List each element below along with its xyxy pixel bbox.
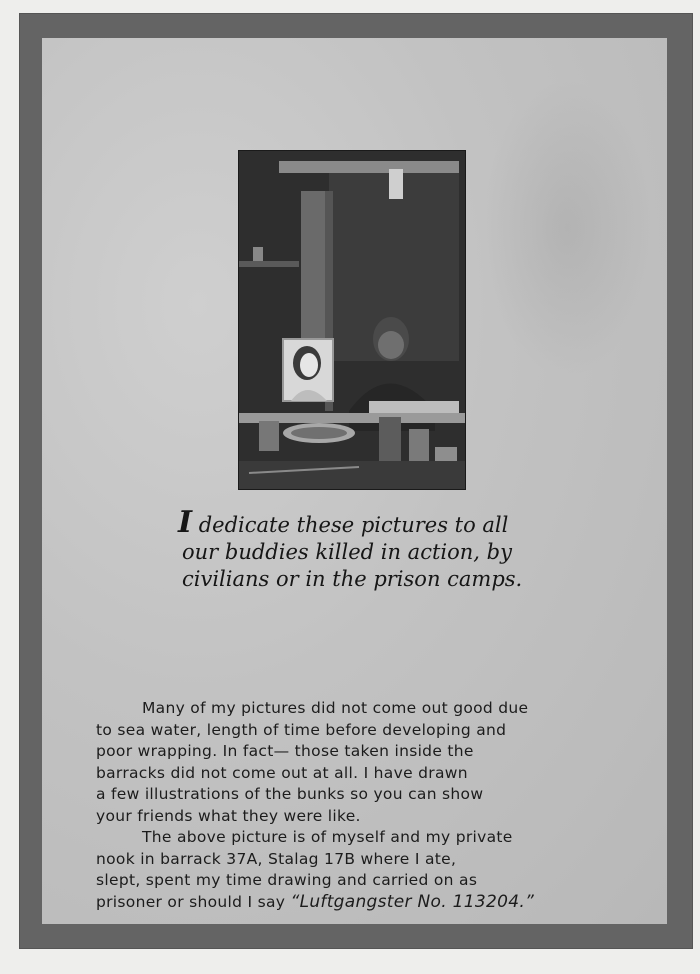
body-line: The above picture is of myself and my private	[142, 828, 513, 846]
dedication-dropcap: I	[178, 505, 193, 540]
dedication-line-3: civilians or in the prison camps.	[182, 567, 523, 591]
dedication-line-1	[178, 505, 538, 540]
body-line: poor wrapping. In fact— those taken inside the	[96, 742, 474, 760]
body-line: slept, spent my time drawing and carried on as	[96, 871, 478, 889]
body-text	[96, 698, 626, 913]
dedication-line-2: our buddies killed in action, by	[182, 540, 512, 564]
luftgangster-quote: “Luftgangster No. 113204.”	[290, 891, 535, 912]
photo-of-author-at-desk	[238, 150, 466, 490]
body-line: nook in barrack 37A, Stalag 17B where I ate,	[96, 849, 457, 868]
body-line: your friends what they were like.	[96, 806, 361, 825]
photo-icon	[239, 151, 465, 489]
dedication-line-1-text: dedicate these pictures to all	[192, 513, 509, 537]
body-line-last	[96, 892, 626, 914]
body-line: a few illustrations of the bunks so you can show	[96, 785, 484, 803]
body-line: Many of my pictures did not come out good due	[142, 699, 529, 717]
body-line: barracks did not come out at all. I have drawn	[96, 763, 468, 782]
body-line-last-prefix: prisoner or should I say	[96, 892, 291, 911]
dedication-text	[178, 505, 538, 593]
body-line: to sea water, length of time before developing and	[96, 720, 507, 739]
